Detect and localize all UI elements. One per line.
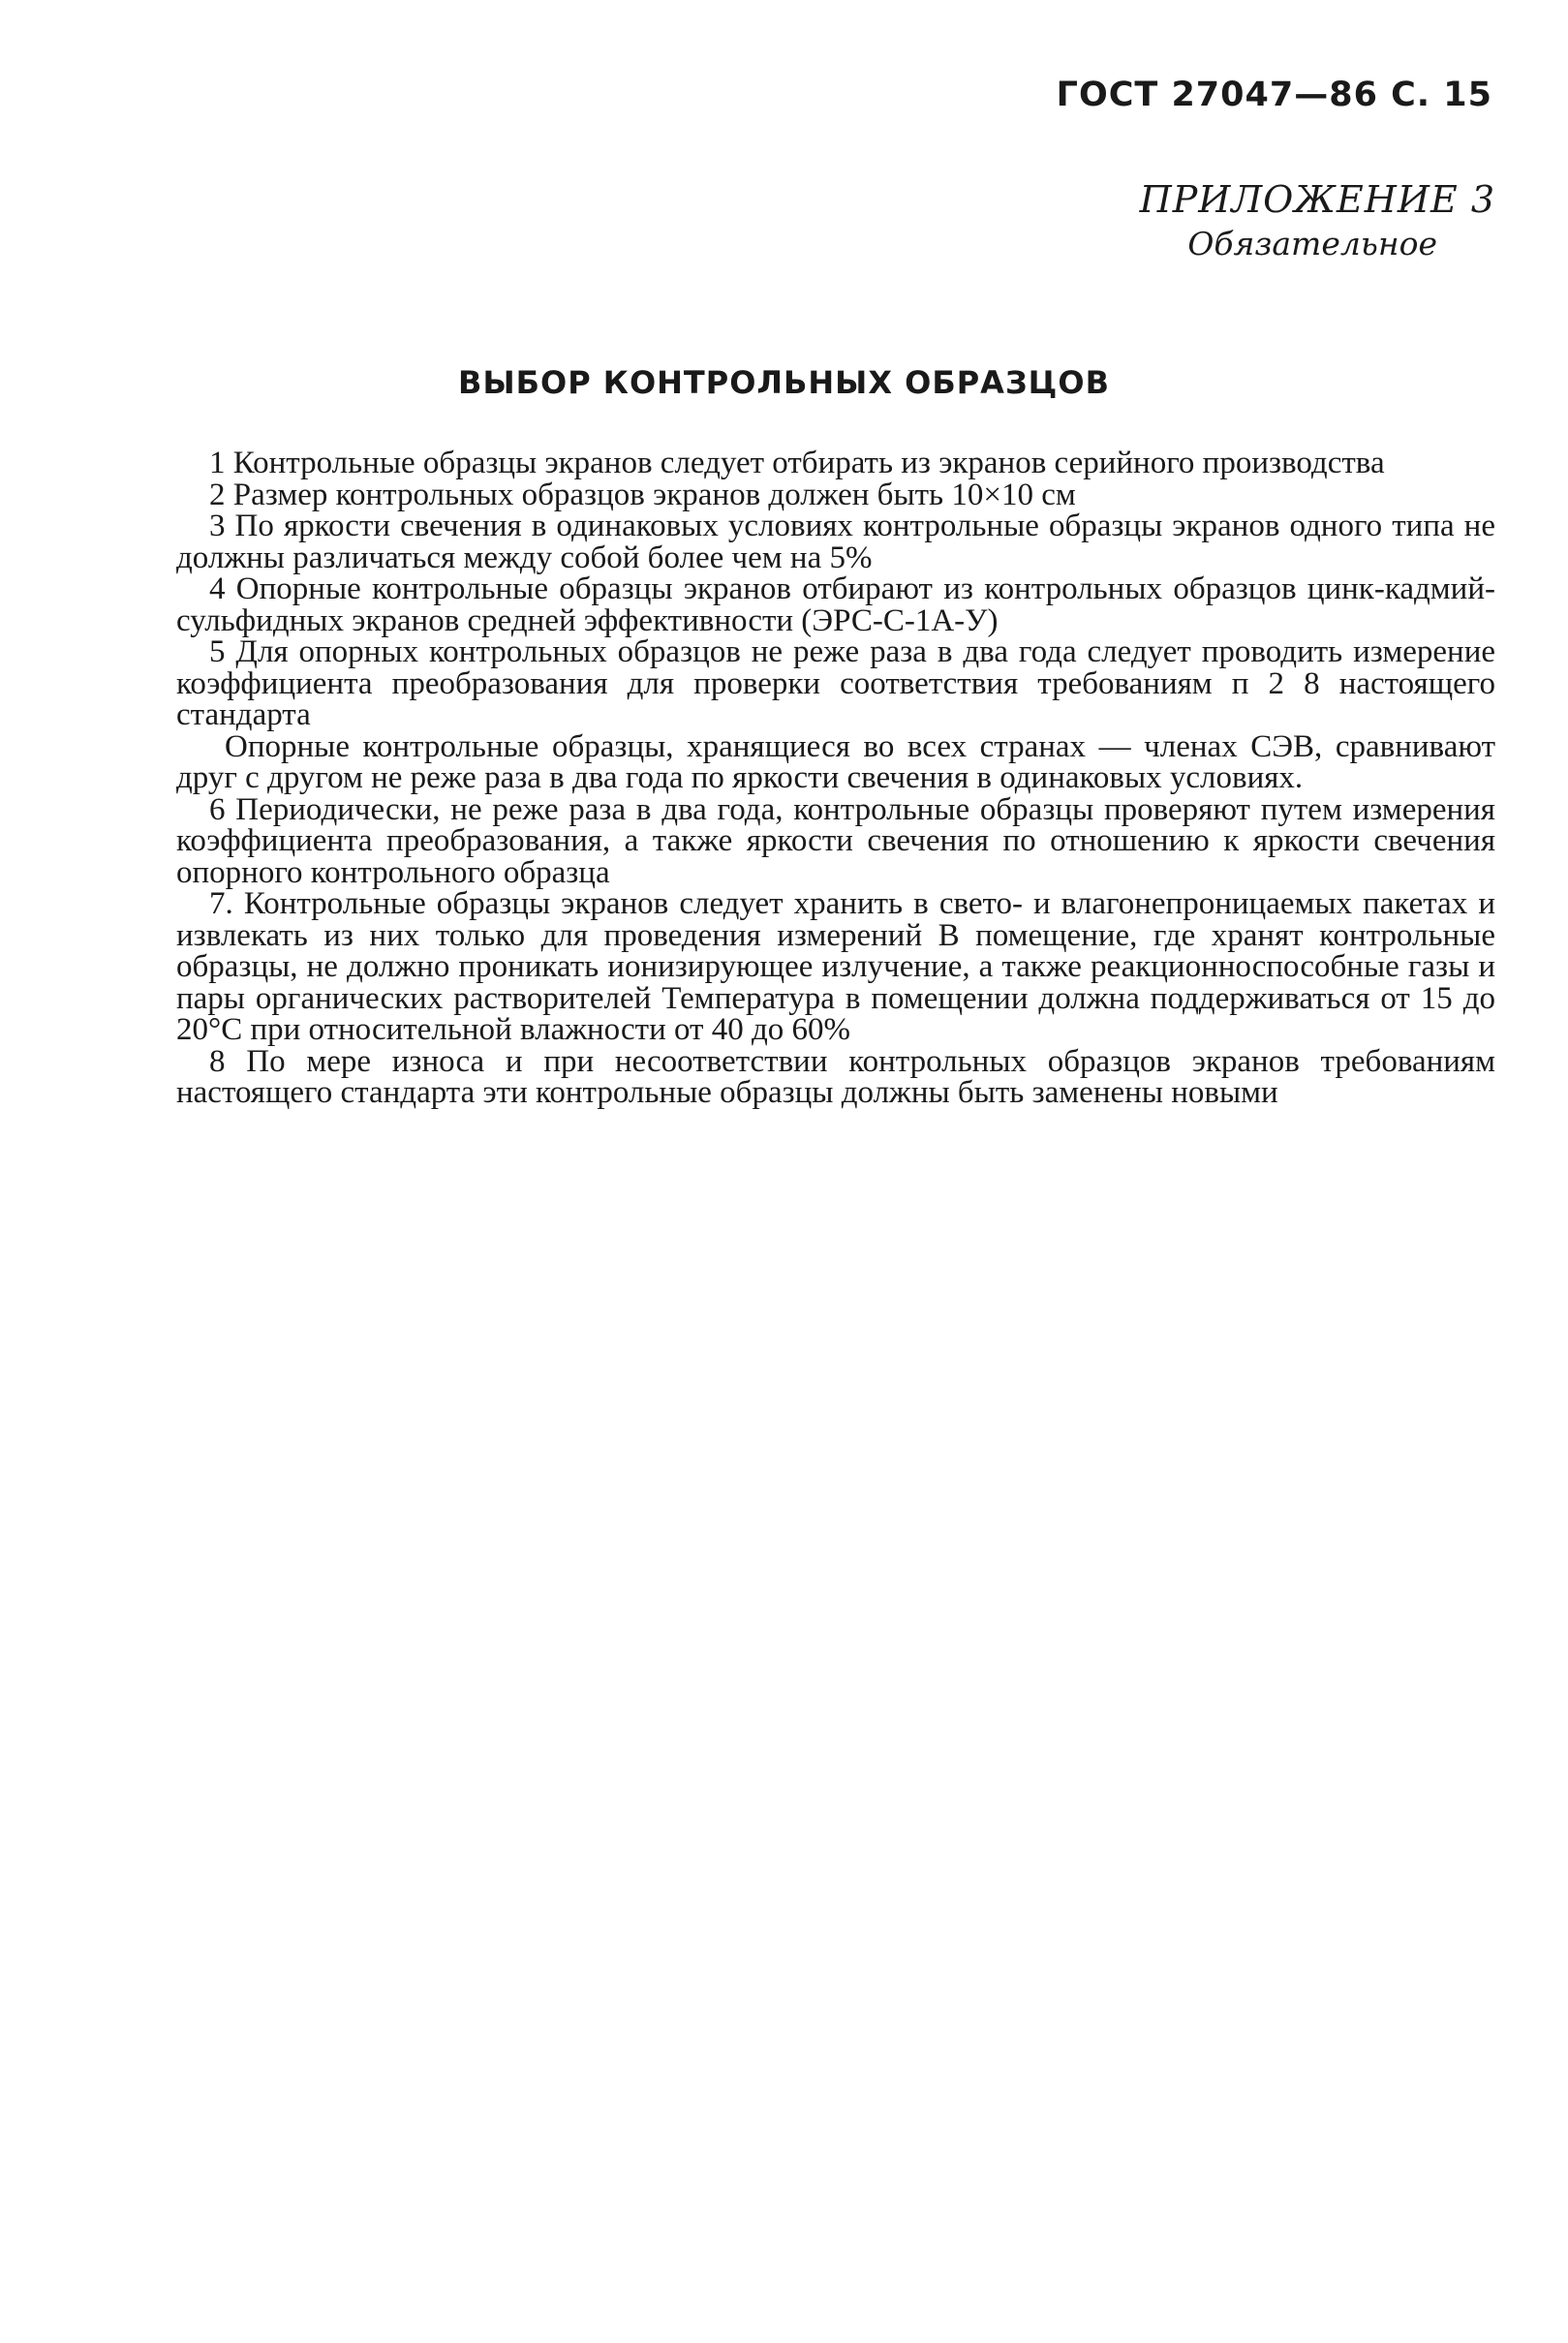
section-title: ВЫБОР КОНТРОЛЬНЫХ ОБРАЗЦОВ bbox=[458, 364, 1110, 401]
body-text bbox=[176, 447, 1495, 1109]
paragraph-8: 8 По мере износа и при несоответствии контрольных образцов экранов требованиям настоящего стандарта эти контрольные образцы должны быть заменены новыми bbox=[176, 1043, 1495, 1110]
paragraph-3: 3 По яркости свечения в одинаковых условиях контрольные образцы экранов одного типа не должны различаться между собой более чем на 5% bbox=[176, 509, 1495, 575]
running-head: ГОСТ 27047—86 С. 15 bbox=[1056, 76, 1492, 114]
paragraph-5: 5 Для опорных контрольных образцов не реже раза в два года следует проводить измерение коэффициента преобразования для проверки соответствия требованиям п 2 8 настоящего стандарта bbox=[176, 634, 1495, 732]
paragraph-1: 1 Контрольные образцы экранов следует отбирать из экранов серийного производства bbox=[209, 446, 1385, 480]
paragraph-4: 4 Опорные контрольные образцы экранов отбирают из контрольных образцов цинк-кадмий-сульфидных экранов средней эффективности (ЭРС-С-1А-У) bbox=[176, 571, 1495, 638]
paragraph-6: 6 Периодически, не реже раза в два года, контрольные образцы проверяют путем измерения коэффициента преобразования, а также яркости свечения по отношению к яркости свечения опорного контрольного образца bbox=[176, 791, 1495, 890]
appendix-status: Обязательное bbox=[1187, 225, 1437, 262]
paragraph-7: 7. Контрольные образцы экранов следует хранить в свето- и влагонепроницаемых пакетах и извлекать из них только для проведения измерений В помещение, где хранят контрольные образцы, не должно проникать ионизирующее излучение, а также реакционноспособные газы и пары органических растворителей Температура в помещении должна поддерживаться от 15 до 20°С при относительной влажности от 40 до 60% bbox=[176, 886, 1495, 1047]
paragraph-2: 2 Размер контрольных образцов экранов должен быть 10×10 см bbox=[209, 477, 1076, 512]
appendix-block bbox=[1140, 176, 1495, 265]
appendix-label: ПРИЛОЖЕНИЕ 3 bbox=[1139, 178, 1495, 221]
paragraph-5-continuation: Опорные контрольные образцы, хранящиеся во всех странах — членах СЭВ, сравнивают друг с другом не реже раза в два года по яркости свечения в одинаковых условиях. bbox=[176, 728, 1495, 795]
